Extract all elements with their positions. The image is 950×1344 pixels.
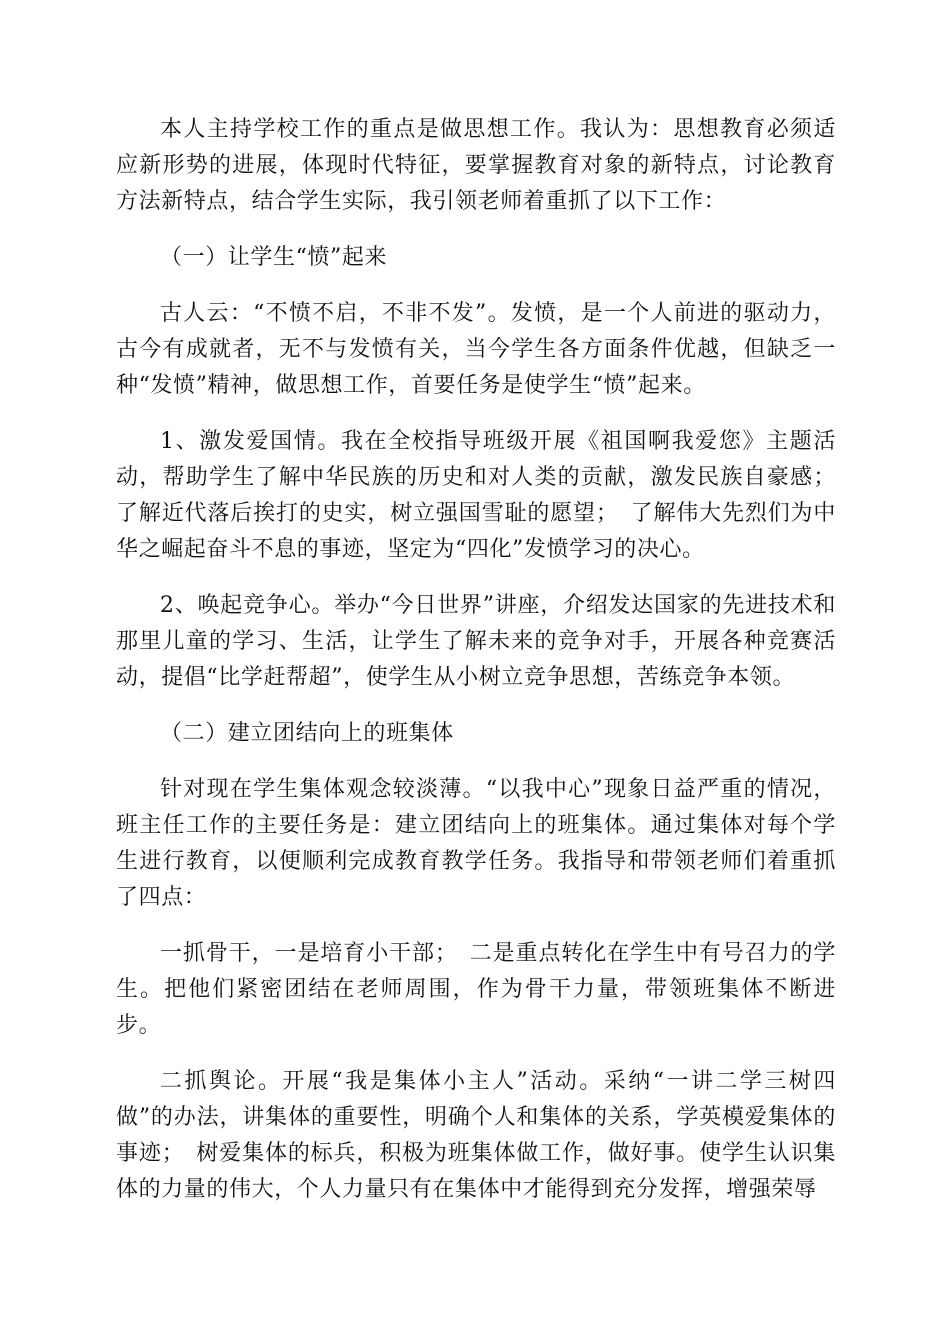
- paragraph-patriotism: 1、激发爱国情。我在全校指导班级开展《祖国啊我爱您》主题活动，帮助学生了解中华民族的历史和对人类的贡献，激发民族自豪感；了解近代落后挨打的史实，树立强国雪耻的愿望； 了解伟大先烈们为中华之崛起奋斗不息的事迹，坚定为“四化”发愤学习的决心。: [116, 429, 836, 562]
- paragraph-opinion: 二抓舆论。开展“我是集体小主人”活动。采纳“一讲二学三树四做”的办法，讲集体的重要性，明确个人和集体的关系，学英模爱集体的事迹； 树爱集体的标兵，积极为班集体做工作，做好事。使学生认识集体的力量的伟大，个人力量只有在集体中才能得到充分发挥，增强荣辱: [116, 1069, 836, 1202]
- paragraph-ancient-saying: 古人云：“不愤不启，不非不发”。发愤，是一个人前进的驱动力，古今有成就者，无不与发愤有关，当今学生各方面条件优越，但缺乏一种“发愤”精神，做思想工作，首要任务是使学生“愤”起来。: [116, 301, 836, 398]
- section-heading-1: （一）让学生“愤”起来: [160, 245, 388, 270]
- document-body: [116, 112, 836, 1228]
- paragraph-competition: 2、唤起竞争心。举办“今日世界”讲座，介绍发达国家的先进技术和那里儿童的学习、生活，让学生了解未来的竞争对手，开展各种竞赛活动，提倡“比学赶帮超”，使学生从小树立竞争思想，苦练竞争本领。: [116, 593, 836, 690]
- paragraph-collective: 针对现在学生集体观念较淡薄。“以我中心”现象日益严重的情况，班主任工作的主要任务是：建立团结向上的班集体。通过集体对每个学生进行教育，以便顺利完成教育教学任务。我指导和带领老师们着重抓了四点：: [116, 777, 836, 910]
- paragraph-backbone: 一抓骨干，一是培育小干部； 二是重点转化在学生中有号召力的学生。把他们紧密团结在老师周围，作为骨干力量，带领班集体不断进步。: [116, 941, 836, 1038]
- paragraph-intro: 本人主持学校工作的重点是做思想工作。我认为：思想教育必须适应新形势的进展，体现时代特征，要掌握教育对象的新特点，讨论教育方法新特点，结合学生实际，我引领老师着重抓了以下工作：: [116, 117, 836, 214]
- section-heading-2: （二）建立团结向上的班集体: [160, 721, 454, 746]
